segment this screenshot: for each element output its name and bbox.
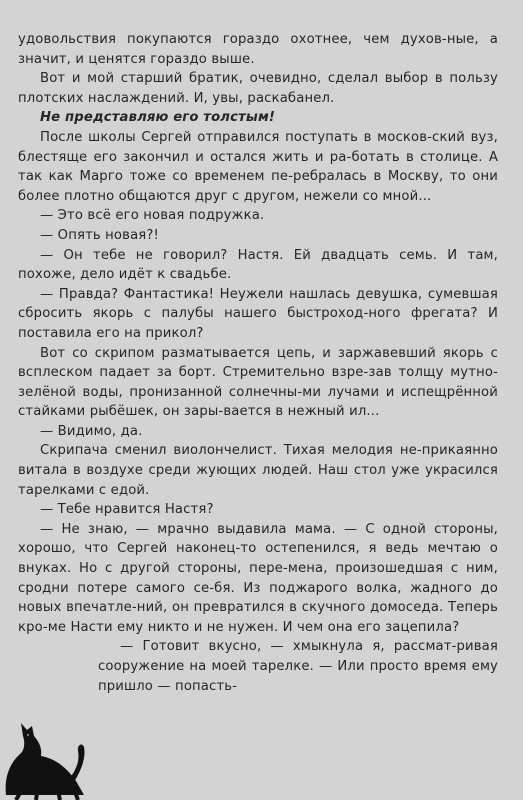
paragraph-4: После школы Сергей отправился поступать в москов-ский вуз, блестяще его закончил и остался жить и ра-ботать в столице. А так как Марго тоже со временем пе-ребралась в Москву, то они более плотно общаются друг с другом, нежели со мной... — [18, 129, 498, 204]
paragraph-7: — Он тебе не говорил? Настя. Ей двадцать семь. И там, похоже, дело идёт к свадьбе. — [18, 247, 498, 283]
paragraph-1: удовольствия покупаются гораздо охотнее, чем духов-ные, а значит, и ценятся гораздо выше. — [18, 32, 498, 67]
paragraph-13: — Не знаю, — мрачно выдавила мама. — С одной стороны, хорошо, что Сергей наконец-то остепенился, я ведь мечтаю о внуках. Но с другой стороны, пере-мена, произошедшая с ним, сродни потере самого се-бя. Из поджарого волка, жадного до новых впечатле-ний, он превратился в скучного домоседа. Теперь кро-ме Насти ему никто и не нужен. И чем она его зацепила? — [18, 521, 498, 635]
cat-illustration — [0, 685, 90, 800]
paragraph-11: Скрипача сменил виолончелист. Тихая мелодия не-прикаянно витала в воздухе среди жующих людей. Наш стол уже украсился тарелками с едой. — [18, 443, 498, 498]
paragraph-2: Вот и мой старший братик, очевидно, сделал выбор в пользу плотских наслаждений. И, увы, раскабанел. — [18, 71, 498, 106]
paragraph-14: — Готовит вкусно, — хмыкнула я, рассмат-ривая сооружение на моей тарелке. — Или просто время ему пришло — попасть- — [98, 639, 498, 694]
paragraph-10: — Видимо, да. — [40, 423, 143, 439]
paragraph-12: — Тебе нравится Настя? — [40, 502, 214, 518]
paragraph-9: Вот со скрипом разматывается цепь, и заржавевший якорь с всплеском падает за борт. Стремительно взре-зав толщу мутно-зелёной воды, пронизанной солнечны-ми лучами и испещрённой стайками рыбёшек, он зары-вается в нежный ил... — [18, 345, 498, 420]
page-text — [18, 30, 498, 696]
paragraph-6: — Опять новая?! — [40, 227, 159, 243]
paragraph-3: Не представляю его толстым! — [40, 110, 276, 126]
paragraph-8: — Правда? Фантастика! Неужели нашлась девушка, сумевшая сбросить якорь с палубы нашего быстроход-ного фрегата? И поставила его на прикол? — [18, 286, 498, 341]
paragraph-5: — Это всё его новая подружка. — [40, 208, 265, 224]
